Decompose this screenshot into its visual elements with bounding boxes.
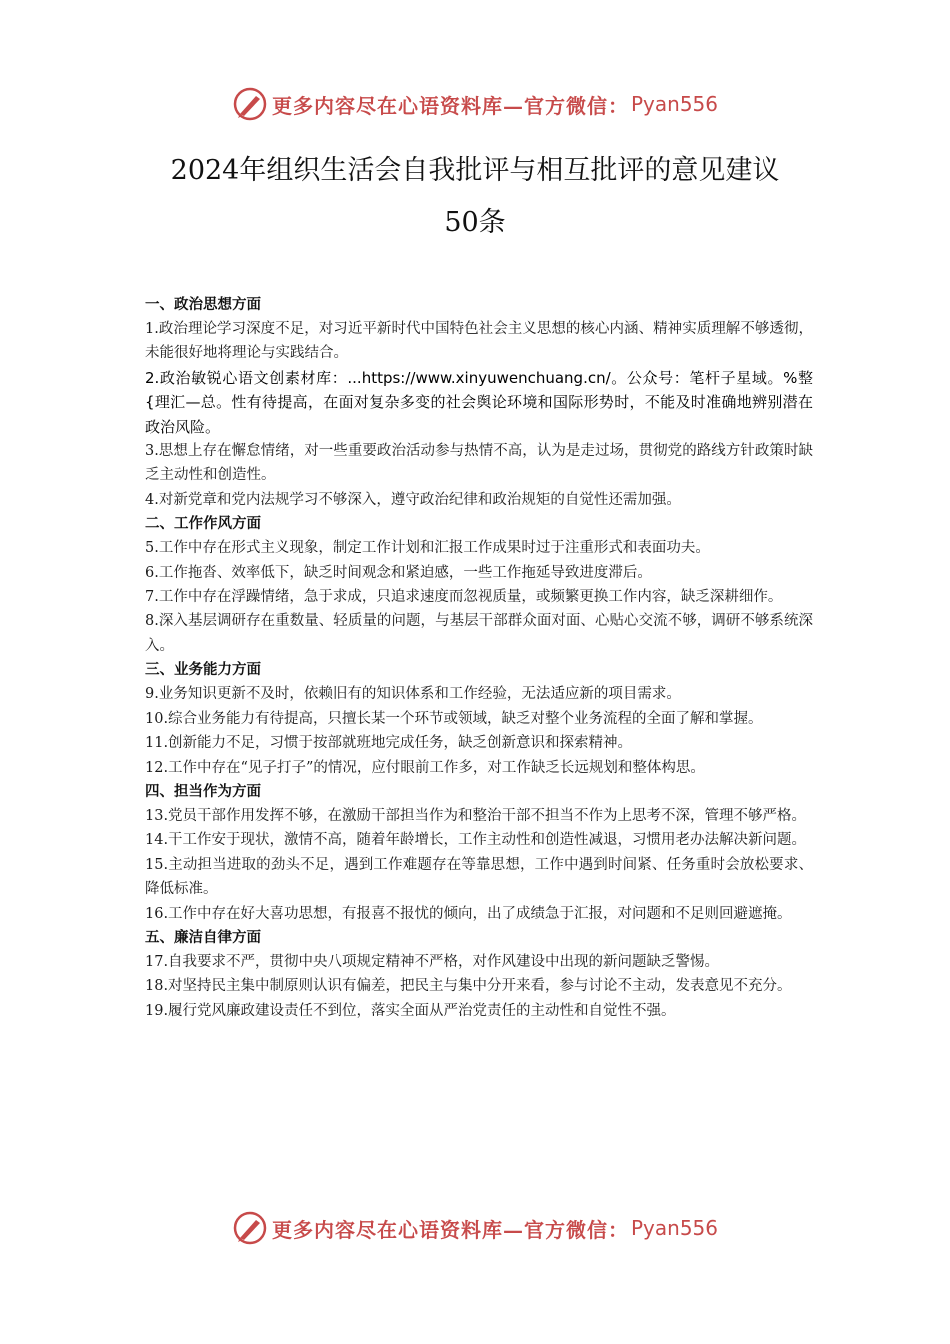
list-item: 7.工作中存在浮躁情绪，急于求成，只追求速度而忽视质量，或频繁更换工作内容，缺乏深耕细作。 (145, 589, 783, 606)
list-item: 16.工作中存在好大喜功思想，有报喜不报忧的倾向，出了成绩急于汇报，对问题和不足则回避遮掩。 (145, 905, 792, 922)
list-item: 11.创新能力不足，习惯于按部就班地完成任务，缺乏创新意识和探索精神。 (145, 735, 633, 752)
document-body (145, 293, 813, 1023)
section-heading: 二、工作作风方面 (145, 516, 261, 533)
list-item: 12.工作中存在“见子打子”的情况，应付眼前工作多，对工作缺乏长远规划和整体构思。 (145, 759, 705, 776)
header-banner (0, 82, 950, 126)
list-item: 1.政治理论学习深度不足，对习近平新时代中国特色社会主义思想的核心内涵、精神实质理解不够透彻，未能很好地将理论与实践结合。 (145, 321, 813, 362)
list-item: 18.对坚持民主集中制原则认识有偏差，把民主与集中分开来看，参与讨论不主动，发表意见不充分。 (145, 978, 792, 995)
list-item: 14.干工作安于现状，激情不高，随着年龄增长，工作主动性和创造性减退，习惯用老办法解决新问题。 (145, 832, 807, 849)
list-item: 4.对新党章和党内法规学习不够深入，遵守政治纪律和政治规矩的自觉性还需加强。 (145, 491, 681, 508)
list-item: 6.工作拖沓、效率低下，缺乏时间观念和紧迫感，一些工作拖延导致进度滞后。 (145, 564, 652, 581)
list-item: 8.深入基层调研存在重数量、轻质量的问题，与基层干部群众面对面、心贴心交流不够，调研不够系统深入。 (145, 613, 813, 654)
title-line-1: 2024年组织生活会自我批评与相互批评的意见建议 (170, 155, 780, 186)
section-heading: 五、廉洁自律方面 (145, 929, 261, 946)
document-title (100, 145, 850, 249)
section-heading: 一、政治思想方面 (145, 297, 261, 313)
banner-text: 更多内容尽在心语资料库—官方微信： (271, 1217, 629, 1242)
list-item: 19.履行党风廉政建设责任不到位，落实全面从严治党责任的主动性和自觉性不强。 (145, 1002, 676, 1019)
list-item: 17.自我要求不严，贯彻中央八项规定精神不严格，对作风建设中出现的新问题缺乏警惕。 (145, 953, 720, 970)
list-item: 5.工作中存在形式主义现象，制定工作计划和汇报工作成果时过于注重形式和表面功夫。 (145, 540, 710, 557)
title-line-2: 50条 (444, 207, 506, 238)
list-item: 13.党员干部作用发挥不够，在激励干部担当作为和整治干部不担当不作为上思考不深，管理不够严格。 (145, 807, 807, 824)
banner-text: 更多内容尽在心语资料库—官方微信： (271, 93, 629, 118)
section-heading: 四、担当作为方面 (145, 783, 261, 800)
list-item: 2.政治敏锐心语文创素材库：...https://www.xinyuwenchuang.cn/。公众号：笔杆子星域。%整{理汇—总。性有待提高，在面对复杂多变的社会舆论环境和国际形势时，不能及时准确地辨别潜在政治风险。 (145, 368, 813, 436)
pen-logo-icon (232, 86, 268, 122)
list-item: 10.综合业务能力有待提高，只擅长某一个环节或领域，缺乏对整个业务流程的全面了解和掌握。 (145, 710, 763, 727)
list-item: 15.主动担当进取的劲头不足，遇到工作难题存在等靠思想，工作中遇到时间紧、任务重时会放松要求、降低标准。 (145, 856, 813, 898)
banner-contact: Pyan556 (630, 92, 718, 116)
list-item: 9.业务知识更新不及时，依赖旧有的知识体系和工作经验，无法适应新的项目需求。 (145, 686, 681, 703)
list-item: 3.思想上存在懈怠情绪，对一些重要政治活动参与热情不高，认为是走过场，贯彻党的路线方针政策时缺乏主动性和创造性。 (145, 443, 813, 484)
pen-logo-icon (232, 1210, 268, 1246)
section-heading: 三、业务能力方面 (145, 662, 261, 679)
footer-banner (0, 1206, 950, 1250)
banner-contact: Pyan556 (630, 1216, 718, 1240)
